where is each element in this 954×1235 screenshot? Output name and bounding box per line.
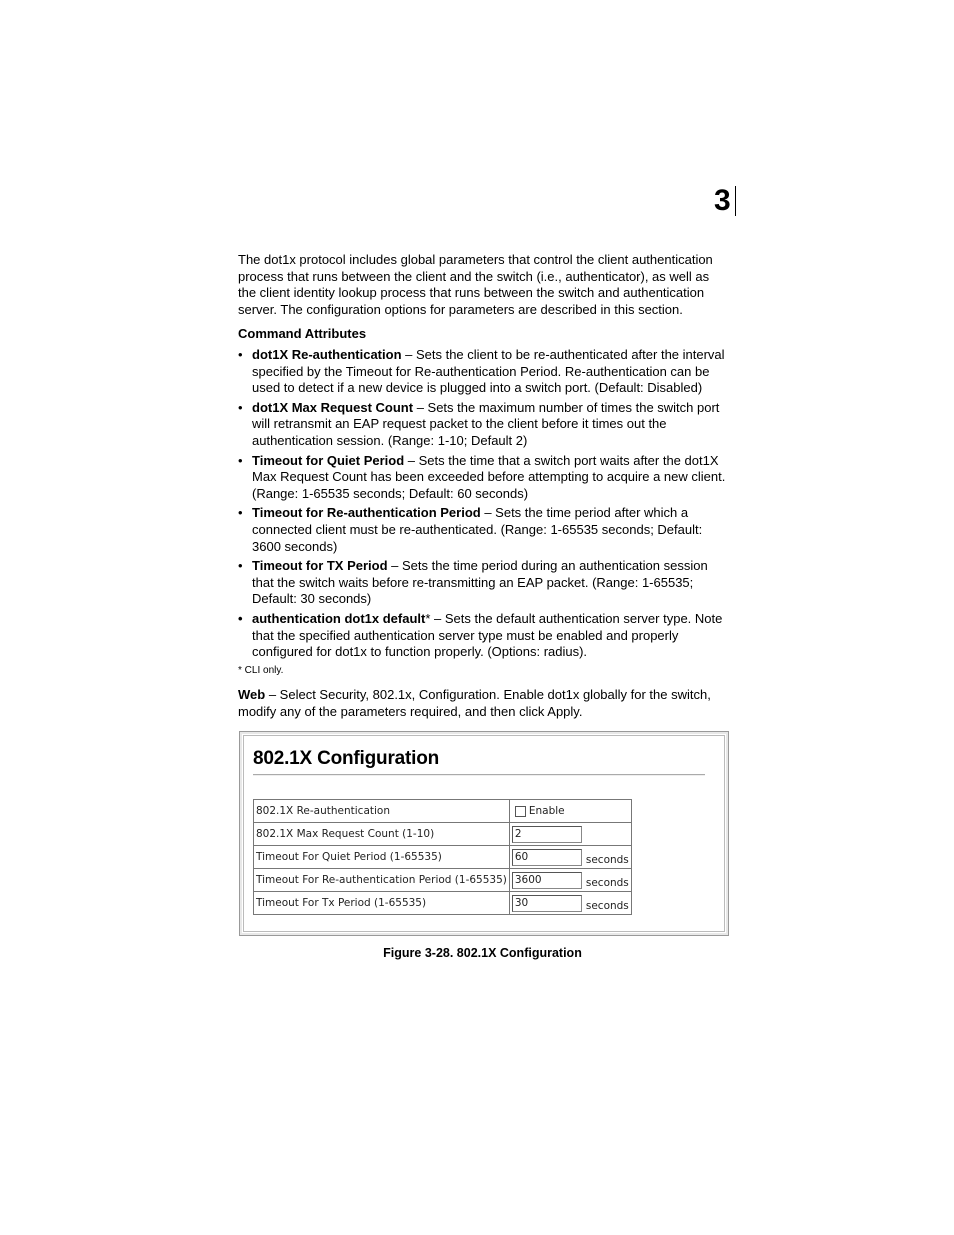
config-panel <box>243 735 725 932</box>
reauth-enable-label[interactable]: Enable <box>528 805 565 817</box>
quiet-period-cell <box>509 846 631 869</box>
table-row <box>254 800 632 823</box>
bullet: • <box>238 347 243 362</box>
list-item <box>238 558 730 608</box>
attribute-term: authentication dot1x default <box>252 610 426 626</box>
list-item <box>238 400 730 450</box>
bullet: • <box>238 452 243 468</box>
config-table <box>253 799 632 915</box>
figure-caption: Figure 3-28. 802.1X Configuration <box>383 946 582 960</box>
bullet: • <box>238 505 243 521</box>
table-row <box>254 846 632 869</box>
web-instruction-text: – Select Security, 802.1x, Configuration. Enable dot1x globally for the switch, modify any of the parameters required, and then click Apply. <box>238 687 711 719</box>
attribute-description: * – Sets the default authentication server type. Note that the specified authentication server type must be enabled and properly configured for dot1x to function properly. (Options: radius). <box>252 610 723 660</box>
table-row <box>254 892 632 915</box>
quiet-period-unit: seconds <box>585 853 629 866</box>
max-request-cell <box>509 823 631 846</box>
web-label: Web <box>238 687 266 702</box>
reauth-period-input[interactable]: 3600 <box>512 872 582 889</box>
max-request-input[interactable]: 2 <box>512 826 582 843</box>
max-request-label: 802.1X Max Request Count (1-10) <box>254 823 510 846</box>
tx-period-unit: seconds <box>585 899 629 912</box>
table-row <box>254 823 632 846</box>
command-attributes-heading: Command Attributes <box>238 326 367 341</box>
quiet-period-input[interactable]: 60 <box>512 849 582 866</box>
tx-period-cell <box>509 892 631 915</box>
attribute-term: Timeout for Re-authentication Period <box>252 505 481 521</box>
attribute-term: Timeout for Quiet Period <box>252 452 405 468</box>
web-instructions <box>238 687 730 720</box>
attribute-description: – Sets the time period during an authentication session that the switch waits before re-transmitting an EAP packet. (Range: 1-65535; Default: 30 seconds) <box>252 558 708 607</box>
attribute-description: – Sets the client to be re-authenticated after the interval specified by the Timeout for Re-authentication Period. Re-authentication can be used to detect if a new device is plugged into a switch port. (Default: Disabled) <box>252 347 725 396</box>
tx-period-label: Timeout For Tx Period (1-65535) <box>254 892 510 915</box>
attribute-term: Timeout for TX Period <box>252 558 388 574</box>
attribute-description: – Sets the maximum number of times the switch port will retransmit an EAP request packet to the client before it times out the authentication session. (Range: 1-10; Default 2) <box>252 399 720 448</box>
attribute-description: – Sets the time that a switch port waits after the dot1X Max Request Count has been exceeded before attempting to acquire a new client. (Range: 1-65535 seconds; Default: 60 seconds) <box>252 452 726 501</box>
page-title: 802.1X Configuration <box>253 748 440 769</box>
reauth-label: 802.1X Re-authentication <box>254 800 510 823</box>
attribute-term: dot1X Max Request Count <box>252 399 414 415</box>
list-item <box>238 611 730 661</box>
reauth-enable-checkbox[interactable] <box>515 806 526 817</box>
footnote: * CLI only. <box>238 665 284 676</box>
bullet: • <box>238 610 243 626</box>
intro-paragraph: The dot1x protocol includes global parameters that control the client authentication process that runs between the client and the switch (i.e., authenticator), as well as the client identity lookup process that runs between the switch and authentication server. The configuration options for parameters are described in this section. <box>238 252 713 317</box>
reauth-period-unit: seconds <box>585 876 629 889</box>
bullet: • <box>238 399 243 415</box>
attribute-description: – Sets the time period after which a connected client must be re-authenticated. (Range: 1-65535 seconds; Default: 3600 seconds) <box>252 505 703 554</box>
attribute-term: dot1X Re-authentication <box>252 347 402 362</box>
reauth-cell <box>509 800 631 823</box>
list-item <box>238 453 730 503</box>
reauth-period-label: Timeout For Re-authentication Period (1-65535) <box>254 869 510 892</box>
table-row <box>254 869 632 892</box>
reauth-period-cell <box>509 869 631 892</box>
list-item <box>238 505 730 555</box>
list-item <box>238 347 730 397</box>
attribute-list <box>238 347 730 664</box>
title-divider <box>253 774 705 776</box>
chapter-number: 3 <box>714 186 736 216</box>
config-screenshot <box>239 731 729 936</box>
quiet-period-label: Timeout For Quiet Period (1-65535) <box>254 846 510 869</box>
tx-period-input[interactable]: 30 <box>512 895 582 912</box>
bullet: • <box>238 558 243 574</box>
